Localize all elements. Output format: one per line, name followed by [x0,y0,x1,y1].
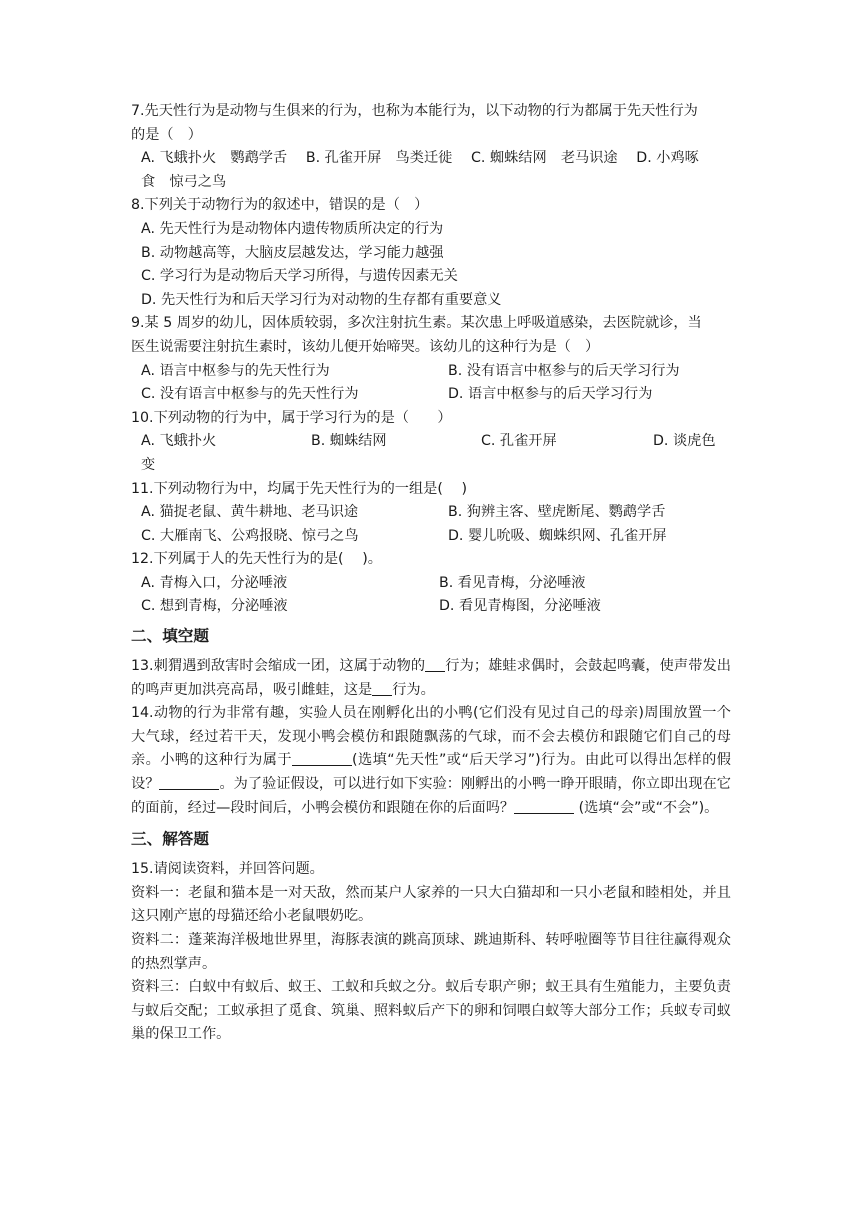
question-10-option-d[interactable]: D. 谈虎色 [653,433,716,450]
question-8-option-d[interactable]: D. 先天性行为和后天学习行为对动物的生存都有重要意义 [141,291,502,308]
question-14 [131,702,731,820]
question-11-options-row2 [131,525,731,549]
question-13-text-c: 发出的鸣声更加洪亮高昂，吸引雌蛙，这是 [131,658,731,698]
question-9-option-a[interactable]: A. 语言中枢参与的先天性行为 [141,362,330,379]
question-7-stem-line1: 7.先天性行为是动物与生俱来的行为，也称为本能行为，以下动物的行为都属于先天性行为 [131,103,698,119]
question-10-option-b[interactable]: B. 蜘蛛结网 [311,433,387,450]
question-15-material-1: 资料一：老鼠和猫本是一对天敌，然而某户人家养的一只大白猫却和一只小老鼠和睦相处，并且这只刚产崽的母猫还给小老鼠喂奶吃。 [131,884,731,925]
question-13-text-d: 行为。 [392,681,435,698]
question-9 [131,312,731,406]
question-7-stem-line2: 的是（ ） [131,126,202,143]
question-7 [131,100,731,194]
question-10 [131,407,731,478]
question-11-options-row1 [131,501,731,525]
question-12-options-row1 [131,572,731,596]
question-15 [131,858,731,1047]
question-12-option-a[interactable]: A. 青梅入口，分泌唾液 [141,574,288,591]
question-9-stem-line1: 9.某 5 周岁的幼儿，因体质较弱，多次注射抗生素。某次患上呼吸道感染，去医院就诊，当 [131,315,702,332]
question-12 [131,548,731,619]
question-11 [131,478,731,549]
question-12-option-b[interactable]: B. 看见青梅，分泌唾液 [439,574,586,591]
question-12-stem: 12.下列属于人的先天性行为的是( )。 [131,551,382,568]
question-15-material-3: 资料三：白蚁中有蚁后、蚁王、工蚁和兵蚁之分。蚁后专职产卵；蚁王具有生殖能力，主要负责与蚁后交配；工蚁承担了觅食、筑巢、照料蚁后产下的卵和饲喂白蚁等大部分工作；兵蚁专司蚁巢的保卫工作。 [131,979,731,1043]
question-9-stem-line2: 医生说需要注射抗生素时，该幼儿便开始啼哭。该幼儿的这种行为是（ ） [131,338,600,355]
question-11-option-b[interactable]: B. 狗辨主客、壁虎断尾、鹦鹉学舌 [448,504,666,521]
question-9-option-c[interactable]: C. 没有语言中枢参与的先天性行为 [141,386,359,403]
question-15-stem: 15.请阅读资料，并回答问题。 [131,861,324,878]
question-14-blank-1[interactable] [292,751,352,766]
question-14-blank-3[interactable] [514,799,574,814]
question-9-option-d[interactable]: D. 语言中枢参与的后天学习行为 [448,386,653,403]
question-8 [131,194,731,312]
question-7-options-line2[interactable]: 食 惊弓之鸟 [141,173,227,190]
worksheet-page [131,100,731,1047]
question-10-option-d-wrap[interactable]: 变 [141,456,156,473]
question-13 [131,655,731,702]
question-9-options-row1 [131,360,731,384]
question-10-option-a[interactable]: A. 飞蛾扑火 [141,433,217,450]
question-11-option-c[interactable]: C. 大雁南飞、公鸡报晓、惊弓之鸟 [141,527,359,544]
question-11-option-d[interactable]: D. 婴儿吮吸、蜘蛛织网、孔雀开屏 [448,527,667,544]
question-13-blank-2[interactable] [372,681,392,696]
question-8-option-a[interactable]: A. 先天性行为是动物体内遗传物质所决定的行为 [141,220,444,237]
question-14-text-a: 14.动物的行为非常有趣，实验人员在刚孵化出的小鸭(它们没有见过自己的母亲)周围放置一个大气球，经过若干天，发现小鸭会模仿和跟随飘荡的气球，而不会去模仿和跟随它们自己的母亲。小鸭的这种行为属于 [131,705,731,769]
question-9-options-row2 [131,383,731,407]
question-14-text-c: 。为了验证假设，可以进行如下实验：刚孵出的小鸭一睁开眼睛，你立即出现在它的面前，经过—段时间后，小鸭会模仿和跟随在你的后面吗？ [131,776,731,816]
question-12-options-row2 [131,595,731,619]
question-14-text-b: (选填“先天性”或“后天学习”)行为。由此可以得出怎样的假设？ [131,752,731,793]
question-7-options-line1[interactable]: A. 飞蛾扑火 鹦鹉学舌 B. 孔雀开屏 鸟类迁徙 C. 蜘蛛结网 老马识途 D. 小鸡啄 [141,150,699,167]
question-8-option-b[interactable]: B. 动物越高等，大脑皮层越发达，学习能力越强 [141,244,444,261]
question-14-text-d: (选填“会”或“不会”)。 [574,799,719,816]
question-13-text-b: 行为；雄蛙求偶时，会鼓起鸣囊，使声带 [445,658,703,675]
section-answer-heading: 三、解答题 [131,830,209,849]
question-10-stem: 10.下列动物的行为中，属于学习行为的是（ ） [131,409,452,426]
question-11-option-a[interactable]: A. 猫捉老鼠、黄牛耕地、老马识途 [141,504,359,521]
question-14-blank-2[interactable] [159,775,219,790]
question-10-option-c[interactable]: C. 孔雀开屏 [481,433,557,450]
question-12-option-c[interactable]: C. 想到青梅，分泌唾液 [141,598,288,615]
question-10-options-row [131,430,731,454]
question-12-option-d[interactable]: D. 看见青梅图，分泌唾液 [439,598,601,615]
question-9-option-b[interactable]: B. 没有语言中枢参与的后天学习行为 [448,362,680,379]
question-13-blank-1[interactable] [425,657,445,672]
question-8-stem: 8.下列关于动物行为的叙述中，错误的是（ ） [131,197,429,214]
question-13-text-a: 13.刺猬遇到敌害时会缩成一团，这属于动物的 [131,658,426,675]
question-11-stem: 11.下列动物行为中，均属于先天性行为的一组是( ) [131,480,468,497]
question-8-option-c[interactable]: C. 学习行为是动物后天学习所得，与遗传因素无关 [141,268,458,285]
section-fill-in-heading: 二、填空题 [131,627,209,646]
question-15-material-2: 资料二：蓬莱海洋极地世界里，海豚表演的跳高顶球、跳迪斯科、转呼啦圈等节目往往赢得观众的热烈掌声。 [131,932,731,972]
